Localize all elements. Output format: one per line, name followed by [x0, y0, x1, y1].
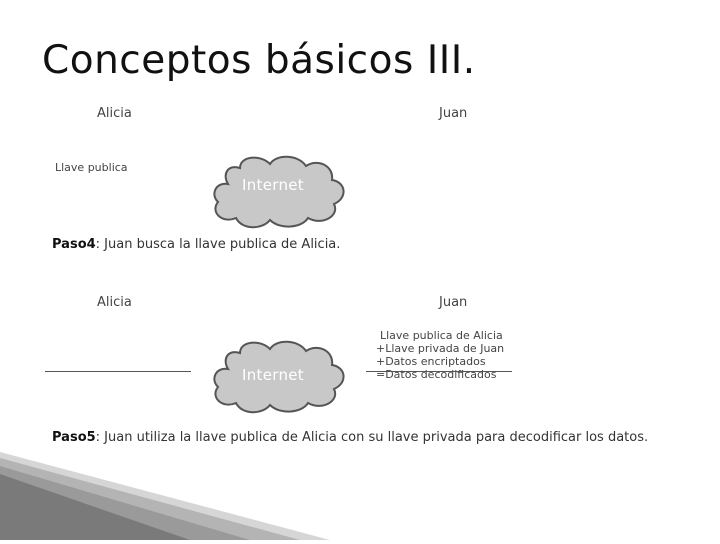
- step4-prefix: Paso4: [52, 237, 96, 252]
- internet-cloud-bottom: [206, 335, 352, 415]
- equation-line-2: +Llave privada de Juan: [376, 342, 505, 355]
- decryption-equation: [376, 329, 504, 381]
- cloud-label-bottom: Internet: [242, 366, 304, 384]
- slide-title: Conceptos básicos III.: [42, 38, 476, 83]
- step5-body: : Juan utiliza la llave publica de Alicia con su llave privada para decodificar los datos.: [95, 430, 649, 445]
- equation-sum-line: [366, 371, 512, 372]
- juan-label-bottom: Juan: [439, 295, 468, 310]
- alice-label-bottom: Alicia: [97, 295, 132, 310]
- public-key-label: Llave publica: [55, 161, 128, 174]
- alice-label-top: Alicia: [97, 106, 132, 121]
- decorative-corner: [0, 452, 330, 544]
- cloud-label-top: Internet: [242, 176, 304, 194]
- step5-text: [52, 430, 648, 445]
- step4-text: [52, 237, 340, 252]
- equation-line-3: +Datos encriptados: [376, 355, 486, 368]
- equation-line-1: Llave publica de Alicia: [380, 329, 503, 342]
- alice-connector-line: [45, 371, 191, 372]
- juan-label-top: Juan: [439, 106, 468, 121]
- corner-swoosh-icon: [0, 452, 330, 540]
- step5-prefix: Paso5: [52, 430, 96, 445]
- equation-line-4: =Datos decodificados: [376, 368, 497, 381]
- step4-body: : Juan busca la llave publica de Alicia.: [95, 237, 341, 252]
- internet-cloud-top: [206, 150, 352, 230]
